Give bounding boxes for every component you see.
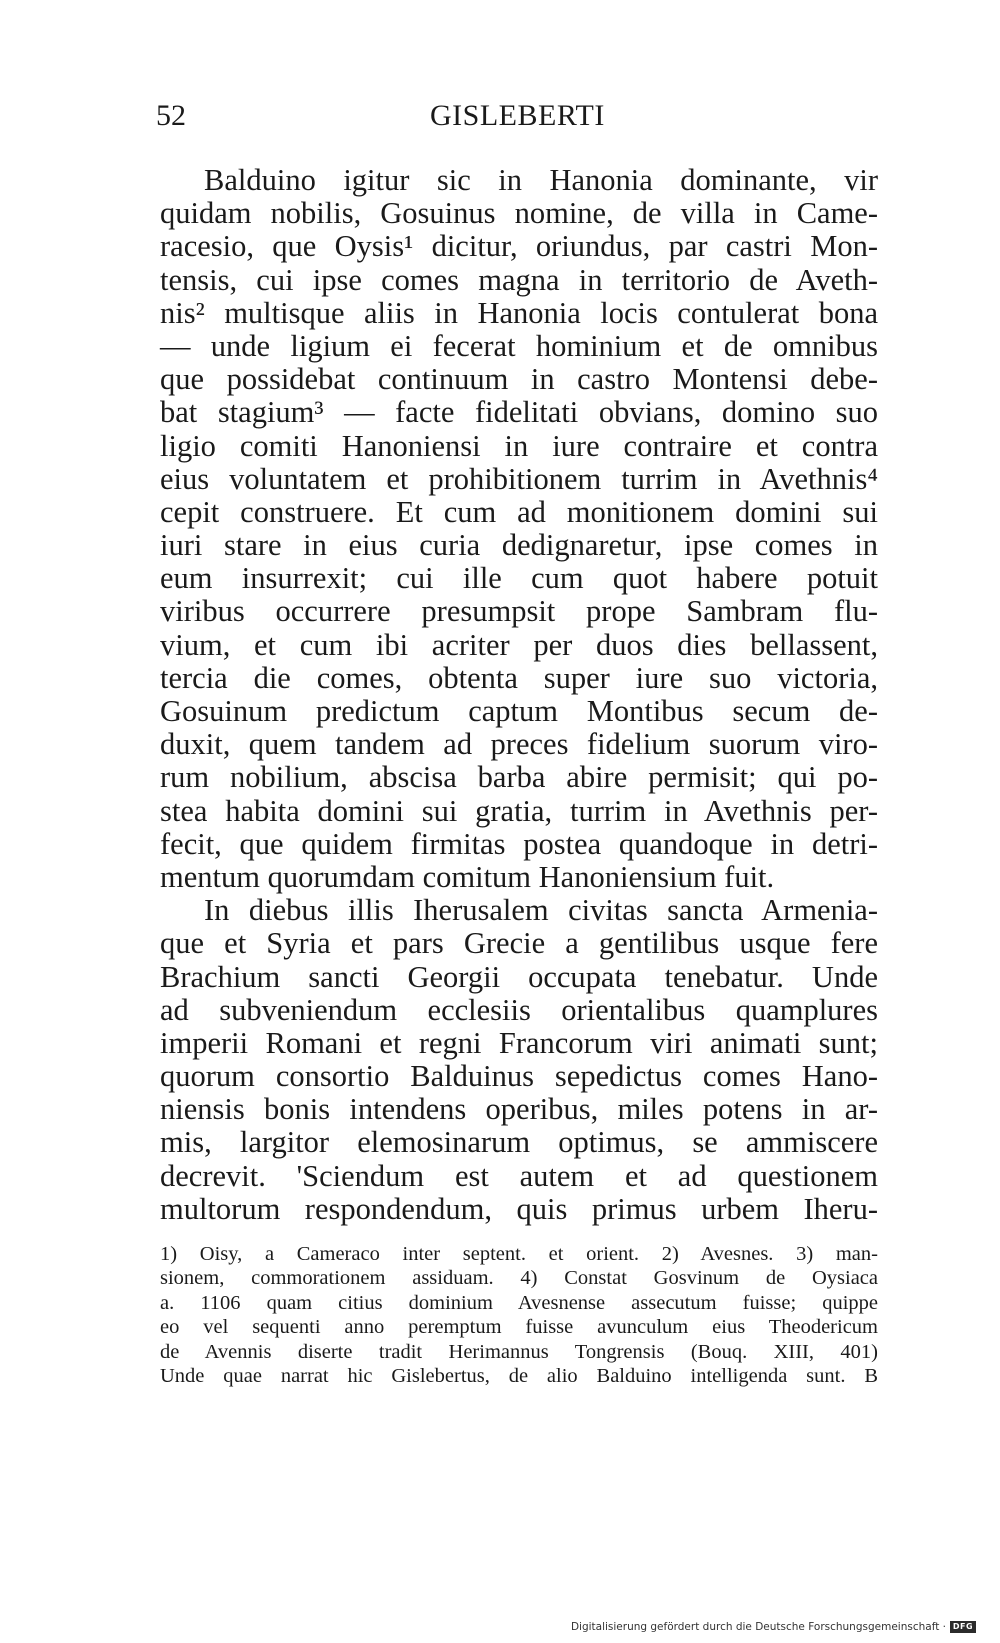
text-line: que possidebat continuum in castro Montensi debe- (160, 362, 878, 397)
text-line: duxit, quem tandem ad preces fidelium suorum viro- (160, 727, 878, 762)
text-line: cepit construere. Et cum ad monitionem domini sui (160, 494, 878, 529)
text-line: multorum respondendum, quis primus urbem Iheru- (160, 1191, 878, 1226)
text-line: eius voluntatem et prohibitionem turrim in Avethnis⁴ (160, 461, 878, 496)
page-number: 52 (156, 99, 186, 132)
text-line: mentum quorumdam comitum Hanoniensium fuit. (160, 859, 775, 894)
footnote-line: eo vel sequenti anno peremptum fuisse avunculum eius Theodericum (160, 1316, 878, 1339)
dfg-logo: DFG (950, 1621, 976, 1633)
text-line: mis, largitor elemosinarum optimus, se ammiscere (160, 1125, 878, 1160)
text-line: viribus occurrere presumpsit prope Sambram flu- (160, 594, 878, 629)
page-header (156, 96, 876, 136)
footnote-line: sionem, commorationem assiduam. 4) Constat Gosvinum de Oysiaca (160, 1267, 878, 1290)
text-line: decrevit. 'Sciendum est autem et ad questionem (160, 1158, 878, 1193)
text-line: nis² multisque aliis in Hanonia locis contulerat bona (160, 295, 878, 330)
digitization-credit (571, 1621, 976, 1633)
text-line: stea habita domini sui gratia, turrim in Avethnis per- (160, 793, 878, 828)
text-line: imperii Romani et regni Francorum viri animati sunt; (160, 1025, 878, 1060)
text-line: ligio comiti Hanoniensi in iure contraire et contra (160, 428, 878, 463)
text-line: quorum consortio Balduinus sepedictus comes Hano- (160, 1059, 878, 1094)
footnote-line: Unde quae narrat hic Gislebertus, de alio Balduino intelligenda sunt. B (160, 1364, 878, 1387)
text-line: eum insurrexit; cui ille cum quot habere potuit (160, 561, 878, 596)
footnote-line: de Avennis diserte tradit Herimannus Tongrensis (Bouq. XIII, 401) (160, 1340, 878, 1363)
footnote-line: 1) Oisy, a Cameraco inter septent. et orient. 2) Avesnes. 3) man- (160, 1243, 878, 1265)
text-line: Balduino igitur sic in Hanonia dominante, vir (204, 163, 878, 197)
text-line: — unde ligium ei fecerat hominium et de omnibus (160, 328, 878, 363)
text-line: niensis bonis intendens operibus, miles potens in ar- (160, 1092, 878, 1127)
text-line: Gosuinum predictum captum Montibus secum de- (160, 694, 878, 728)
text-line: bat stagium³ — facte fidelitati obvians, domino suo (160, 395, 878, 430)
text-line: rum nobilium, abscisa barba abire permisit; qui po- (160, 760, 878, 795)
text-line: In diebus illis Iherusalem civitas sancta Armenia- (204, 893, 878, 928)
running-head: GISLEBERTI (430, 99, 605, 132)
text-line: quidam nobilis, Gosuinus nomine, de villa in Came- (160, 196, 878, 231)
text-line: Brachium sancti Georgii occupata tenebatur. Unde (160, 959, 878, 994)
text-line: tensis, cui ipse comes magna in territorio de Aveth- (160, 262, 878, 297)
text-line: racesio, que Oysis¹ dicitur, oriundus, par castri Mon- (160, 229, 878, 264)
text-line: ad subveniendum ecclesiis orientalibus quamplures (160, 992, 878, 1027)
footnotes (160, 1242, 878, 1388)
text-line: que et Syria et pars Grecie a gentilibus usque fere (160, 926, 878, 961)
digitization-credit-text: Digitalisierung gefördert durch die Deutsche Forschungsgemeinschaft · (570, 1621, 946, 1633)
footnote-line: a. 1106 quam citius dominium Avesnense assecutum fuisse; quippe (160, 1291, 878, 1314)
text-line: vium, et cum ibi acriter per duos dies bellassent, (160, 627, 878, 662)
text-line: tercia die comes, obtenta super iure suo victoria, (160, 660, 878, 695)
main-text (160, 164, 878, 1226)
text-line: fecit, que quidem firmitas postea quandoque in detri- (160, 826, 878, 861)
text-line: iuri stare in eius curia dedignaretur, ipse comes in (160, 528, 878, 563)
